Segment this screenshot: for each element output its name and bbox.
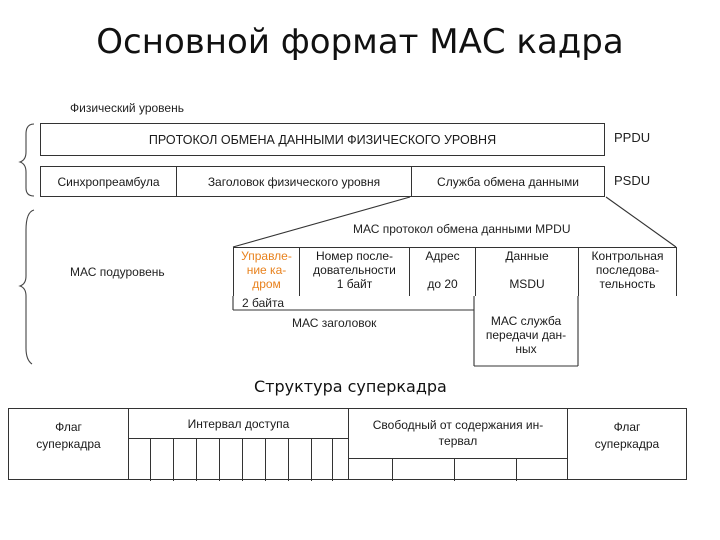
mac-field-fcs: Контрольная последова- тельность xyxy=(591,249,664,291)
mac-field-frame-control-size: 2 байта xyxy=(242,296,285,310)
superframe-free-interval xyxy=(349,409,568,479)
mac-field-sequence-number: Номер после- довательности 1 байт xyxy=(300,248,410,296)
mpdu-label: МАС протокол обмена данными MPDU xyxy=(353,222,571,236)
psdu-field-sync: Синхропреамбула xyxy=(41,167,177,196)
superframe-flag-left: Флаг суперкадра xyxy=(9,409,129,479)
ppdu-label: PPDU xyxy=(614,130,651,145)
funnel-right-line xyxy=(606,197,676,247)
access-interval-label: Интервал доступа xyxy=(129,409,348,439)
psdu-label: PSDU xyxy=(614,173,651,188)
superframe-flag-right: Флаг суперкадра xyxy=(594,420,660,451)
mac-field-data: Данные MSDU xyxy=(476,248,579,296)
free-interval-label: Свободный от содержания ин- тервал xyxy=(349,409,567,459)
mac-field-address: Адрес до 20 xyxy=(410,248,476,296)
physical-level-brace xyxy=(20,124,34,196)
mac-field-frame-control: Управле- ние ка- дром xyxy=(234,248,300,296)
psdu-box xyxy=(40,166,605,197)
physical-level-label: Физический уровень xyxy=(70,101,184,115)
mac-header-label: МАС заголовок xyxy=(292,316,377,330)
psdu-field-phys-header: Заголовок физического уровня xyxy=(177,167,412,196)
ppdu-box xyxy=(40,123,605,156)
psdu-field-data-service: Служба обмена данными xyxy=(437,174,579,189)
access-interval-slots xyxy=(129,439,348,481)
mac-sublevel-label: МАС подуровень xyxy=(70,265,165,279)
superframe-title: Структура суперкадра xyxy=(254,377,447,396)
ppdu-box-text: ПРОТОКОЛ ОБМЕНА ДАННЫМИ ФИЗИЧЕСКОГО УРОВНЯ xyxy=(148,132,497,147)
page-title: Основной формат МАС кадра xyxy=(96,22,624,62)
mac-frame-table xyxy=(233,247,677,296)
msdu-service-label: МАС служба передачи дан- ных xyxy=(485,314,567,356)
mac-sublevel-brace xyxy=(20,210,34,364)
superframe-table xyxy=(8,408,687,480)
superframe-access-interval xyxy=(129,409,349,479)
